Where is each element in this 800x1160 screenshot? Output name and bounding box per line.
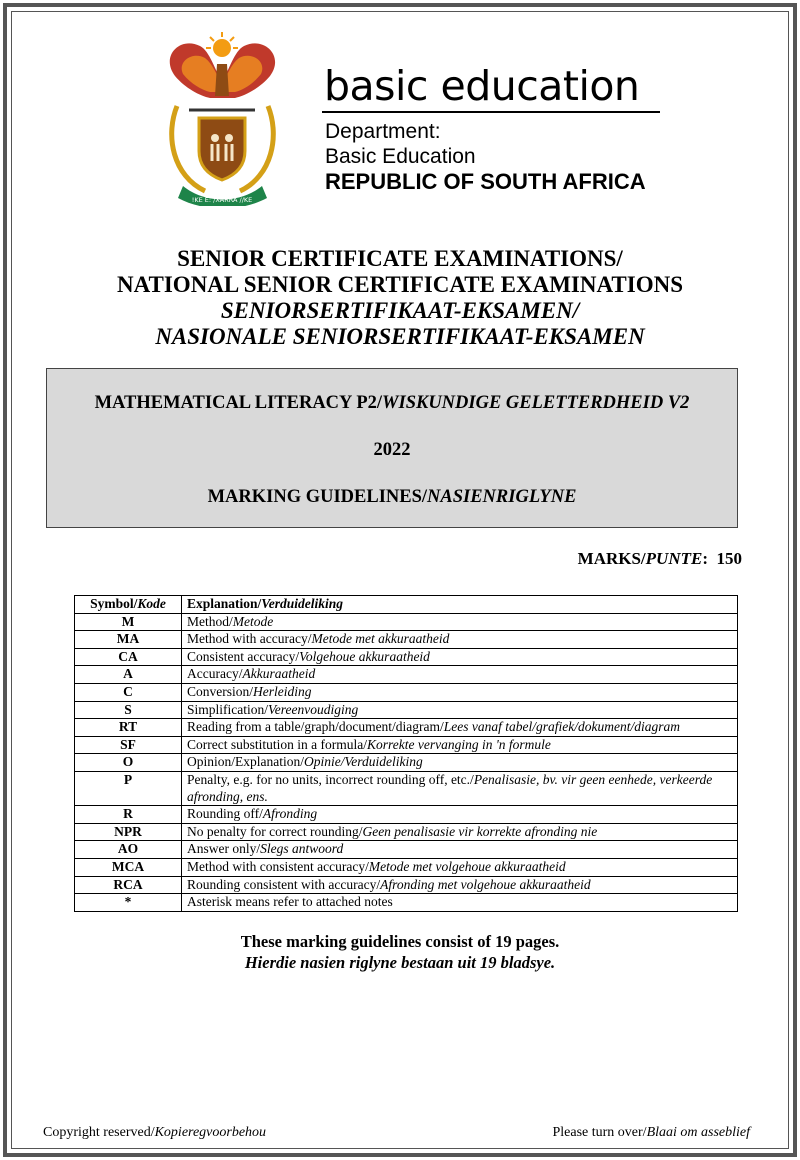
subject-name-af: WISKUNDIGE GELETTERDHEID V2 bbox=[382, 393, 690, 413]
brand-name: basic education bbox=[324, 62, 640, 110]
table-row bbox=[75, 719, 738, 737]
footer-copyright-en: Copyright reserved/ bbox=[43, 1125, 155, 1140]
explanation-af: Akkuraatheid bbox=[242, 666, 316, 682]
table-row bbox=[75, 701, 738, 719]
explanation-cell bbox=[182, 894, 738, 912]
explanation-cell bbox=[182, 876, 738, 894]
explanation-en: Penalty, e.g. for no units, incorrect rounding off, etc./ bbox=[187, 771, 474, 787]
symbol-cell: P bbox=[75, 771, 182, 805]
title-line-3: SENIORSERTIFIKAAT-EKSAMEN/ bbox=[220, 298, 580, 323]
symbol-cell: NPR bbox=[75, 823, 182, 841]
explanation-cell bbox=[182, 631, 738, 649]
explanation-en: Asterisk means refer to attached notes bbox=[187, 894, 393, 910]
explanation-cell bbox=[182, 841, 738, 859]
footer-turn-over bbox=[552, 1125, 750, 1141]
table-row bbox=[75, 858, 738, 876]
symbol-cell: R bbox=[75, 806, 182, 824]
crest-motto: !KE E: /XARRA //KE bbox=[191, 196, 253, 204]
table-row bbox=[75, 841, 738, 859]
header-symbol-en: Symbol/ bbox=[90, 596, 138, 611]
document-type-en: MARKING GUIDELINES/ bbox=[207, 487, 428, 507]
subject-name-en: MATHEMATICAL LITERACY P2/ bbox=[94, 393, 383, 413]
table-header-row bbox=[75, 596, 738, 614]
table-row bbox=[75, 631, 738, 649]
marks-label-en: MARKS/ bbox=[577, 549, 646, 568]
explanation-cell bbox=[182, 719, 738, 737]
explanation-en: Rounding consistent with accuracy/ bbox=[187, 876, 381, 892]
coat-of-arms-logo bbox=[155, 26, 290, 206]
table-row bbox=[75, 666, 738, 684]
explanation-en: No penalty for correct rounding/ bbox=[187, 823, 363, 839]
symbol-cell: M bbox=[75, 613, 182, 631]
explanation-en: Answer only/ bbox=[187, 841, 261, 857]
document-type bbox=[47, 487, 737, 508]
department-branding bbox=[322, 62, 667, 194]
footer-copyright-af: Kopieregvoorbehou bbox=[154, 1125, 267, 1140]
column-header-explanation bbox=[182, 596, 738, 614]
explanation-cell bbox=[182, 771, 738, 805]
title-line-1: SENIOR CERTIFICATE EXAMINATIONS/ bbox=[177, 246, 623, 271]
brand-department-name: Basic Education bbox=[325, 145, 476, 168]
total-marks: MARKS/PUNTE: 150 bbox=[577, 549, 742, 568]
title-line-4: NASIONALE SENIORSERTIFIKAAT-EKSAMEN bbox=[155, 324, 645, 349]
symbol-cell: AO bbox=[75, 841, 182, 859]
brand-country: REPUBLIC OF SOUTH AFRICA bbox=[325, 169, 646, 194]
marks-label-af: PUNTE bbox=[645, 549, 703, 568]
explanation-en: Conversion/ bbox=[187, 683, 253, 699]
explanation-en: Method with consistent accuracy/ bbox=[187, 858, 369, 874]
explanation-en: Consistent accuracy/ bbox=[187, 648, 300, 664]
explanation-af: Afronding met volgehoue akkuraatheid bbox=[380, 876, 591, 892]
symbol-cell: MCA bbox=[75, 858, 182, 876]
explanation-af: Geen penalisasie vir korrekte afronding nie bbox=[362, 823, 598, 839]
footer-turn-over-af: Blaai om asseblief bbox=[646, 1125, 750, 1140]
explanation-af: Lees vanaf tabel/grafiek/dokument/diagram bbox=[443, 719, 681, 735]
footer-turn-over-en: Please turn over/ bbox=[552, 1125, 647, 1140]
symbol-cell: * bbox=[75, 894, 182, 912]
exam-year: 2022 bbox=[373, 440, 411, 460]
symbol-cell: MA bbox=[75, 631, 182, 649]
explanation-af: Metode met akkuraatheid bbox=[311, 631, 450, 647]
table-row bbox=[75, 894, 738, 912]
explanation-af: Vereenvoudiging bbox=[268, 701, 359, 717]
symbol-cell: O bbox=[75, 754, 182, 772]
table-row bbox=[75, 683, 738, 701]
explanation-cell bbox=[182, 701, 738, 719]
explanation-cell bbox=[182, 613, 738, 631]
explanation-cell bbox=[182, 754, 738, 772]
subject-name bbox=[47, 393, 737, 414]
symbol-cell: S bbox=[75, 701, 182, 719]
explanation-af: Metode met volgehoue akkuraatheid bbox=[368, 858, 566, 874]
explanation-af: Afronding bbox=[262, 806, 318, 822]
explanation-cell bbox=[182, 806, 738, 824]
exam-titles bbox=[0, 246, 800, 350]
table-row bbox=[75, 736, 738, 754]
explanation-cell bbox=[182, 858, 738, 876]
explanation-af: Slegs antwoord bbox=[260, 841, 344, 857]
explanation-cell bbox=[182, 683, 738, 701]
explanation-en: Simplification/ bbox=[187, 701, 268, 717]
brand-department-label: Department: bbox=[325, 120, 441, 143]
subject-box bbox=[46, 368, 738, 528]
table-row bbox=[75, 806, 738, 824]
explanation-af: Volgehoue akkuraatheid bbox=[299, 648, 430, 664]
page-count-af: Hierdie nasien riglyne bestaan uit 19 bladsye. bbox=[244, 953, 556, 972]
symbol-cell: CA bbox=[75, 648, 182, 666]
column-header-symbol bbox=[75, 596, 182, 614]
explanation-en: Method/ bbox=[187, 613, 233, 629]
explanation-en: Accuracy/ bbox=[187, 666, 243, 682]
symbol-cell: RCA bbox=[75, 876, 182, 894]
document-type-af: NASIENRIGLYNE bbox=[427, 487, 577, 507]
table-row bbox=[75, 876, 738, 894]
explanation-en: Opinion/Explanation/ bbox=[187, 754, 304, 770]
symbol-cell: A bbox=[75, 666, 182, 684]
symbol-cell: C bbox=[75, 683, 182, 701]
page-count-en: These marking guidelines consist of 19 pages. bbox=[240, 932, 560, 951]
title-line-2: NATIONAL SENIOR CERTIFICATE EXAMINATIONS bbox=[117, 272, 683, 297]
marks-value: 150 bbox=[716, 549, 742, 568]
symbol-table bbox=[74, 595, 738, 912]
explanation-af: Korrekte vervanging in 'n formule bbox=[366, 736, 551, 752]
symbol-cell: SF bbox=[75, 736, 182, 754]
table-row bbox=[75, 771, 738, 805]
table-row bbox=[75, 754, 738, 772]
explanation-cell bbox=[182, 736, 738, 754]
header-explanation-af: Verduideliking bbox=[261, 596, 344, 611]
table-row bbox=[75, 648, 738, 666]
footer-copyright bbox=[43, 1125, 266, 1141]
symbol-cell: RT bbox=[75, 719, 182, 737]
explanation-cell bbox=[182, 666, 738, 684]
explanation-af: Penalisasie, bv. vir geen eenhede, verkeerde afronding, ens. bbox=[187, 771, 713, 804]
header-explanation-en: Explanation/ bbox=[187, 596, 262, 611]
explanation-af: Opinie/Verduideliking bbox=[304, 754, 423, 770]
explanation-af: Metode bbox=[232, 613, 274, 629]
explanation-en: Method with accuracy/ bbox=[187, 631, 312, 647]
explanation-cell bbox=[182, 823, 738, 841]
explanation-en: Correct substitution in a formula/ bbox=[187, 736, 367, 752]
table-row bbox=[75, 613, 738, 631]
explanation-en: Reading from a table/graph/document/diagram/ bbox=[187, 719, 444, 735]
header-symbol-af: Kode bbox=[137, 596, 166, 611]
explanation-en: Rounding off/ bbox=[187, 806, 263, 822]
explanation-cell bbox=[182, 648, 738, 666]
table-row bbox=[75, 823, 738, 841]
explanation-af: Herleiding bbox=[253, 683, 312, 699]
brand-divider bbox=[322, 111, 660, 113]
